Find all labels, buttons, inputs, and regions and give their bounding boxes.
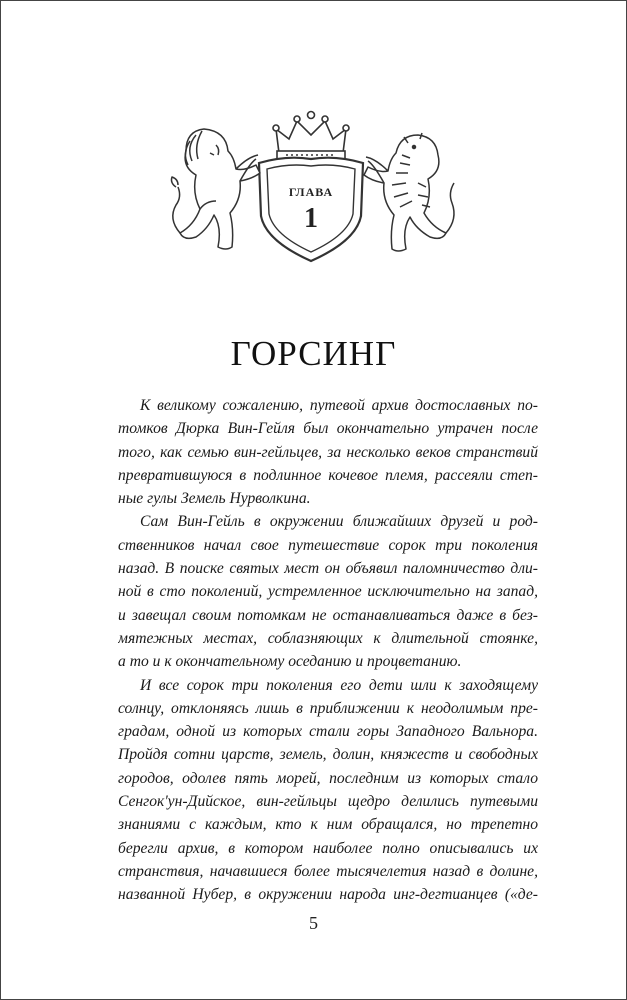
- chapter-number: 1: [304, 203, 318, 234]
- paragraph: [118, 510, 538, 673]
- text-line: мятежных местах, соблазняющих к длительной стоянке,: [118, 629, 538, 647]
- text-line: а то и к окончательному оседанию и процветанию.: [118, 653, 462, 671]
- text-line: ственников начал свое путешествие сорок три поколения: [118, 536, 538, 554]
- text-line: странствия, начавшиеся более тысячелетия назад в долине,: [118, 862, 538, 880]
- paragraph: [118, 394, 538, 510]
- text-line: названной Нубер, в окружении народа инг-дегтианцев («де-: [118, 886, 538, 904]
- text-line: Пройдя сотни царств, земель, долин, княжеств и свободных: [118, 746, 538, 764]
- body-text: [118, 394, 538, 907]
- text-line: назад. В поиске святых мест он объявил паломничество дли-: [118, 560, 538, 578]
- text-line: того, как семью вин-гейльцев, за несколько веков странствий: [118, 443, 538, 461]
- text-line: Сам Вин-Гейль в окружении ближайших друзей и род-: [140, 513, 538, 531]
- text-line: превратившуюся в подлинное кочевое племя, рассеяли степ-: [118, 466, 538, 484]
- chapter-label: ГЛАВА: [288, 185, 334, 199]
- lion-icon: [172, 129, 261, 249]
- paragraph: [118, 674, 538, 907]
- tiger-icon: [364, 133, 454, 251]
- chapter-title: ГОРСИНГ: [230, 334, 397, 373]
- crown-icon: [273, 112, 349, 161]
- text-line: солнцу, отклоняясь лишь в приближении к неодолимым пре-: [118, 699, 538, 717]
- text-line: И все сорок три поколения его дети шли к заходящему: [140, 676, 538, 694]
- page-number: 5: [309, 913, 318, 933]
- text-line: ной в сто поколений, устремленное исключительно на запад,: [118, 583, 538, 601]
- text-line: градам, одной из которых стали горы Западного Вальнора.: [118, 723, 538, 741]
- text-line: берегли архив, в котором наиболее полно описывались их: [118, 839, 538, 857]
- text-line: К великому сожалению, путевой архив достославных по-: [140, 397, 538, 414]
- text-line: городов, одолев пять морей, последним из которых стало: [118, 769, 538, 787]
- text-line: Сенгок'ун-Дийское, вин-гейльцы щедро делились путевыми: [118, 793, 538, 811]
- text-line: и завещал своим потомкам не останавливаться даже в без-: [118, 606, 538, 624]
- text-line: ные гулы Земель Нурволкина.: [118, 490, 311, 508]
- text-line: томков Дюрка Вин-Гейля был окончательно утрачен после: [118, 420, 538, 438]
- text-line: знаниями с каждым, кто к ним обращался, но трепетно: [118, 816, 538, 834]
